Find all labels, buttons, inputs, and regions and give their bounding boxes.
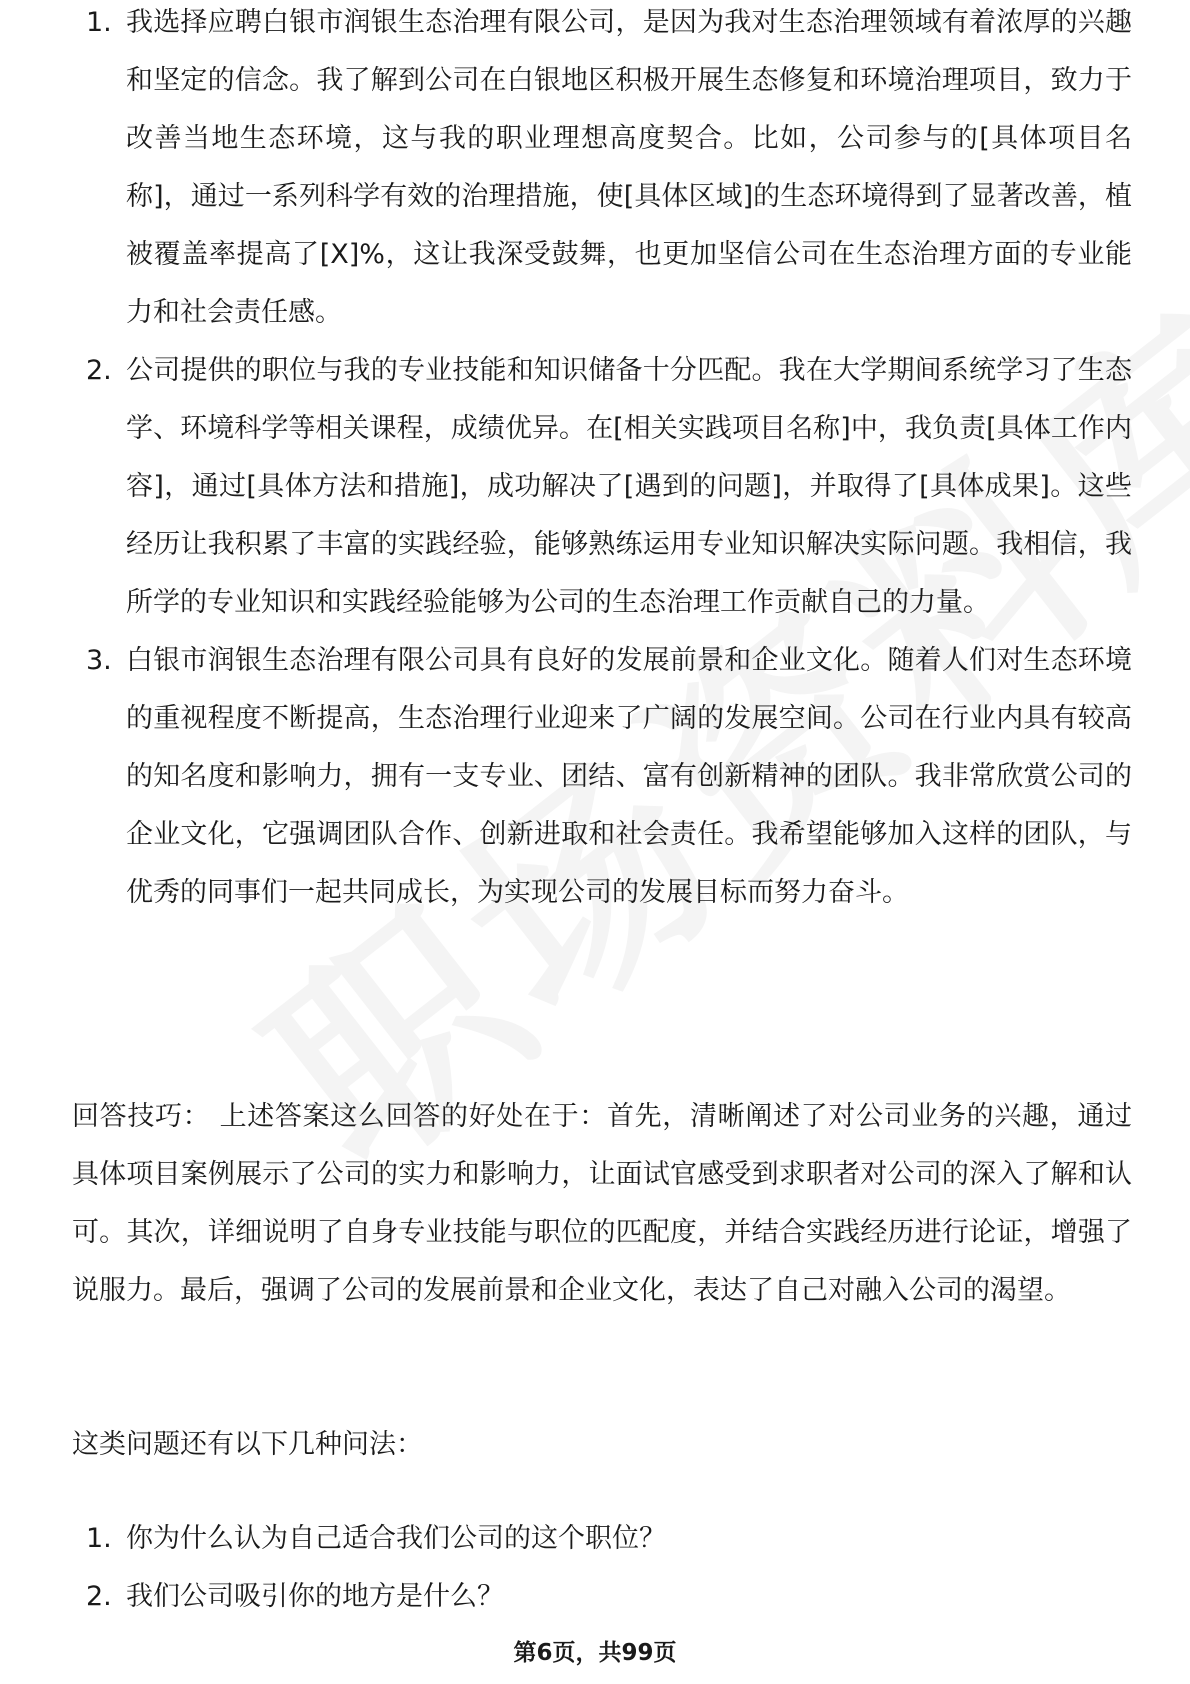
answer-list [72,0,1132,922]
list-item-text: 我选择应聘白银市润银生态治理有限公司，是因为我对生态治理领域有着浓厚的兴趣和坚定的信念。我了解到公司在白银地区积极开展生态修复和环境治理项目，致力于改善当地生态环境，这与我的职业理想高度契合。比如，公司参与的[具体项目名称]，通过一系列科学有效的治理措施，使[具体区域]的生态环境得到了显著改善，植被覆盖率提高了[X]%，这让我深受鼓舞，也更加坚信公司在生态治理方面的专业能力和社会责任感。 [126,7,1132,328]
list-item-text: 你为什么认为自己适合我们公司的这个职位？ [126,1523,666,1554]
list-item-text: 公司提供的职位与我的专业技能和知识储备十分匹配。我在大学期间系统学习了生态学、环境科学等相关课程，成绩优异。在[相关实践项目名称]中，我负责[具体工作内容]，通过[具体方法和措施]，成功解决了[遇到的问题]，并取得了[具体成果]。这些经历让我积累了丰富的实践经验，能够熟练运用专业知识解决实际问题。我相信，我所学的专业知识和实践经验能够为公司的生态治理工作贡献自己的力量。 [126,355,1132,618]
list-item [72,1510,1132,1568]
list-item [72,1568,1132,1626]
list-number: 1. [86,1523,112,1554]
answer-tips-paragraph: 回答技巧： 上述答案这么回答的好处在于：首先，清晰阐述了对公司业务的兴趣，通过具体项目案例展示了公司的实力和影响力，让面试官感受到求职者对公司的深入了解和认可。其次，详细说明了自身专业技能与职位的匹配度，并结合实践经历进行论证，增强了说服力。最后，强调了公司的发展前景和企业文化，表达了自己对融入公司的渴望。 [72,1101,1132,1306]
question-variants-list [72,1510,1132,1626]
list-item-text: 白银市润银生态治理有限公司具有良好的发展前景和企业文化。随着人们对生态环境的重视程度不断提高，生态治理行业迎来了广阔的发展空间。公司在行业内具有较高的知名度和影响力，拥有一支专业、团结、富有创新精神的团队。我非常欣赏公司的企业文化，它强调团队合作、创新进取和社会责任。我希望能够加入这样的团队，与优秀的同事们一起共同成长，为实现公司的发展目标而努力奋斗。 [126,645,1132,908]
list-number: 2. [86,1581,112,1612]
list-number: 3. [86,645,112,676]
question-variants-intro: 这类问题还有以下几种问法： [72,1429,423,1460]
list-item [72,632,1132,922]
list-number: 2. [86,355,112,386]
list-number: 1. [86,7,112,38]
page-number-footer: 第6页，共99页 [513,1640,677,1666]
list-item-text: 我们公司吸引你的地方是什么？ [126,1581,504,1612]
list-item [72,342,1132,632]
list-item [72,0,1132,342]
